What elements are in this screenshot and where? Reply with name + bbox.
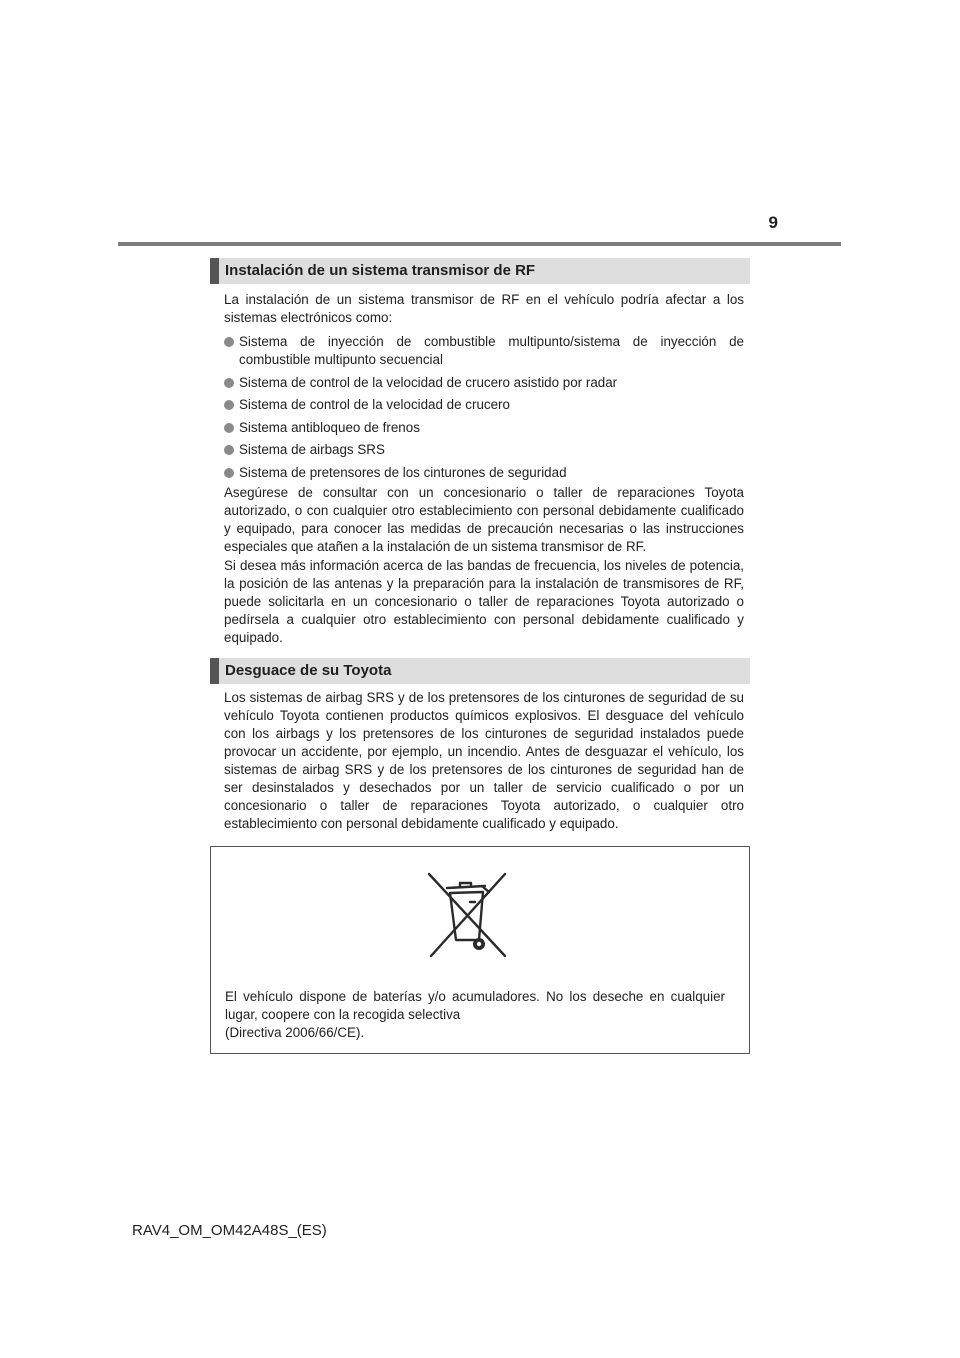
section-header-scrap: Desguace de su Toyota xyxy=(210,658,750,684)
bullet-dot xyxy=(224,445,234,455)
list-item xyxy=(224,464,744,482)
list-item-text: Sistema antibloqueo de frenos xyxy=(239,419,420,435)
bullet-dot xyxy=(224,423,234,433)
notice-line: lugar, coopere con la recogida selectiva xyxy=(225,1007,461,1022)
list-item xyxy=(224,419,744,437)
list-item xyxy=(224,374,744,392)
scrap-paragraph: Los sistemas de airbag SRS y de los pretensores de los cinturones de seguridad de su vehículo Toyota contienen productos químicos explosivos. El desguace del vehículo con los airbags y los pretensores de los cinturones de seguridad instalados puede provocar un accidente, por ejemplo, un incendio. Antes de desguazar el vehículo, los sistemas de airbag SRS y de los pretensores de los cinturones de seguridad han de ser desinstalados y desechados por un taller de servicio cualificado o por un concesionario o taller de reparaciones Toyota autorizado, o cualquier otro establecimiento con personal debidamente cualificado y equipado. xyxy=(224,690,744,831)
rf-systems-list xyxy=(224,333,744,487)
list-item xyxy=(224,333,744,369)
bullet-dot xyxy=(224,337,234,347)
top-rule xyxy=(118,242,841,246)
footer-document-code: RAV4_OM_OM42A48S_(ES) xyxy=(132,1222,327,1239)
bullet-dot xyxy=(224,400,234,410)
section-header-rf: Instalación de un sistema transmisor de RF xyxy=(210,258,750,284)
rf-paragraph-info: Si desea más información acerca de las bandas de frecuencia, los niveles de potencia, la posición de las antenas y la preparación para la instalación de transmisores de RF, puede solicitarla en un concesionario o taller de reparaciones Toyota autorizado o pedírsela a cualquier otro establecimiento con personal debidamente cualificado y equipado. xyxy=(224,558,744,645)
list-item-text: Sistema de control de la velocidad de crucero asistido por radar xyxy=(239,374,618,390)
crossed-out-wheeled-bin-icon xyxy=(425,872,509,958)
notice-line: El vehículo dispone de baterías y/o acumuladores. No los deseche en cualquier xyxy=(225,989,725,1004)
page-number: 9 xyxy=(768,213,778,232)
rf-intro: La instalación de un sistema transmisor de RF en el vehículo podría afectar a los sistemas electrónicos como: xyxy=(224,292,744,325)
list-item-text: Sistema de airbags SRS xyxy=(239,442,385,458)
battery-notice-text xyxy=(225,988,725,1042)
list-item xyxy=(224,396,744,414)
rf-paragraph-consult: Asegúrese de consultar con un concesionario o taller de reparaciones Toyota autorizado, o con cualquier otro establecimiento con personal debidamente cualificado y equipado, para conocer las medidas de precaución necesarias o las instrucciones especiales que atañen a la instalación de un sistema transmisor de RF. xyxy=(224,485,744,554)
battery-notice-box xyxy=(210,846,750,1054)
list-item-text: Sistema de control de la velocidad de crucero xyxy=(239,397,510,413)
list-item xyxy=(224,441,744,459)
bullet-dot xyxy=(224,378,234,388)
notice-line: (Directiva 2006/66/CE). xyxy=(225,1025,365,1040)
list-item-text: Sistema de inyección de combustible multipunto/sistema de inyección de combustible multipunto secuencial xyxy=(239,334,744,367)
list-item-text: Sistema de pretensores de los cinturones de seguridad xyxy=(239,464,567,480)
bullet-dot xyxy=(224,468,234,478)
